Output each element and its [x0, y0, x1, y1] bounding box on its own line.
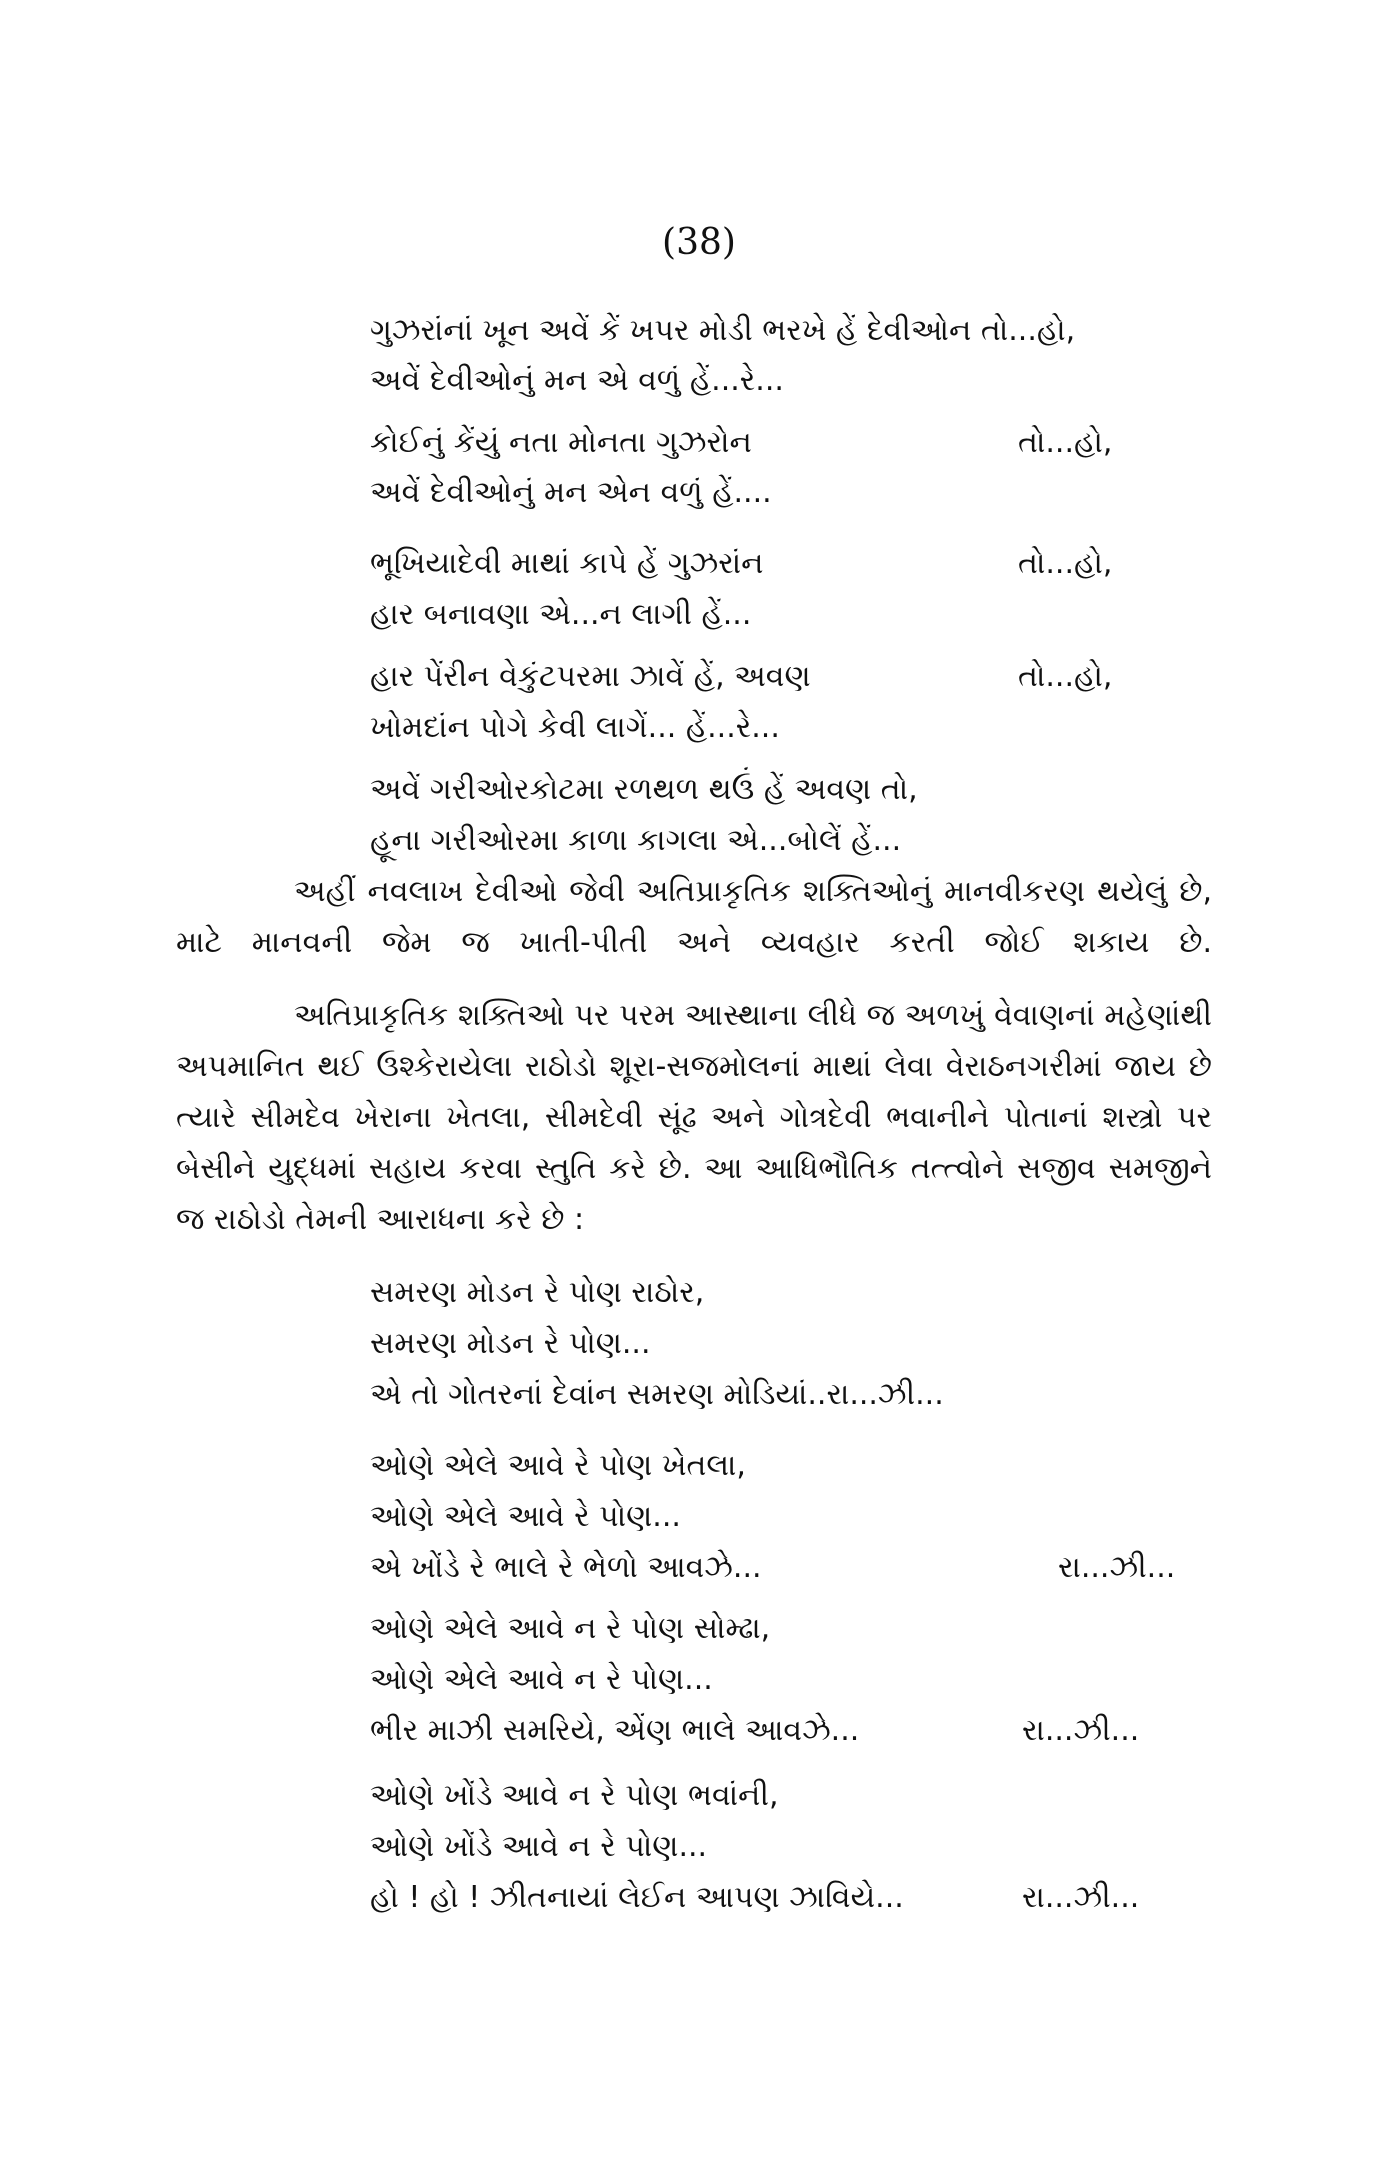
verse-line: એ તો ગોતરનાં દેવાંન સમરણ મોડિયાં..રા...ઝી...	[370, 1377, 944, 1412]
verse-line: ગુઝરાંનાં ખૂન અવેં કેં ખપર મોડી ભરખે હેં દેવીઓન તો...હો,	[370, 313, 1076, 348]
verse-line: ભૂખિયાદેવી માથાં કાપે હેં ગુઝરાંન	[370, 546, 764, 581]
refrain: તો...હો,	[1018, 546, 1113, 581]
page-number: (38)	[662, 222, 736, 263]
verse-line: હાર બનાવણા એ...ન લાગી હેં...	[370, 597, 752, 632]
refrain: તો...હો,	[1018, 425, 1113, 460]
verse-line: અવેં દેવીઓનું મન એ વળું હેં...રે...	[370, 363, 784, 398]
refrain: તો...હો,	[1018, 659, 1113, 694]
verse-line: સમરણ મોડન રે પોણ...	[370, 1326, 651, 1361]
verse-line: ઓણે એલે આવે રે પોણ...	[370, 1499, 681, 1534]
verse-line: હો ! હો ! ઝીતનાયાં લેઈન આપણ ઝાવિયે...	[370, 1880, 904, 1915]
refrain: રા...ઝી...	[1022, 1713, 1140, 1748]
paragraph: અતિપ્રાકૃતિક શક્તિઓ પર પરમ આસ્થાના લીધે જ અળખું વેવાણનાં મહેણાંથી અપમાનિત થઈ ઉશ્કેરાયેલા રાઠોડો શૂરા-સજમોલનાં માથાં લેવા વેરાઠનગરીમાં જાય છે ત્યારે સીમદેવ ખેરાના ખેતલા, સીમદેવી સૂંઢ અને ગોત્રદેવી ભવાનીને પોતાનાં શસ્ત્રો પર બેસીને યુદ્ધમાં સહાય કરવા સ્તુતિ કરે છે. આ આધિભૌતિક તત્ત્વોને સજીવ સમજીને જ રાઠોડો તેમની આરાધના કરે છે :	[176, 998, 1212, 1237]
refrain: રા...ઝી...	[1058, 1550, 1176, 1585]
verse-line: ભીર માઝી સમરિયે, એંણ ભાલે આવઝે...	[370, 1713, 860, 1748]
verse-line: ઓણે એલે આવે રે પોણ ખેતલા,	[370, 1448, 746, 1483]
verse-line: કોઈનું કેંયું નતા મોનતા ગુઝરોન	[370, 425, 752, 460]
paragraph: અહીં નવલાખ દેવીઓ જેવી અતિપ્રાકૃતિક શક્તિઓનું માનવીકરણ થયેલું છે, માટે માનવની જેમ જ ખાતી-પીતી અને વ્યવહાર કરતી જોઈ શકાય છે.	[176, 874, 1212, 960]
refrain: રા...ઝી...	[1022, 1880, 1140, 1915]
verse-line: એ ખોંડે રે ભાલે રે ભેળો આવઝે...	[370, 1550, 762, 1585]
verse-line: ખોમદાંન પોગે કેવી લાગેં... હેં...રે...	[370, 710, 780, 745]
verse-line: હૂના ગરીઓરમા કાળા કાગલા એ...બોલેં હેં...	[370, 823, 902, 858]
verse-line: ઓણે એલે આવે ન રે પોણ સોમ્ઢા,	[370, 1611, 771, 1646]
verse-line: અવેં ગરીઓરકોટમા રળથળ થઉં હેં અવણ તો,	[370, 772, 918, 807]
verse-line: ઓણે એલે આવે ન રે પોણ...	[370, 1662, 713, 1697]
verse-line: ઓણે ખોંડે આવે ન રે પોણ...	[370, 1829, 708, 1864]
verse-line: ઓણે ખોંડે આવે ન રે પોણ ભવાંની,	[370, 1778, 779, 1813]
verse-line: અવેં દેવીઓનું મન એન વળું હેં....	[370, 475, 772, 510]
verse-line: સમરણ મોડન રે પોણ રાઠોર,	[370, 1275, 705, 1310]
verse-line: હાર પેંરીન વેકુંટપરમા ઝાવેં હેં, અવણ	[370, 659, 811, 694]
